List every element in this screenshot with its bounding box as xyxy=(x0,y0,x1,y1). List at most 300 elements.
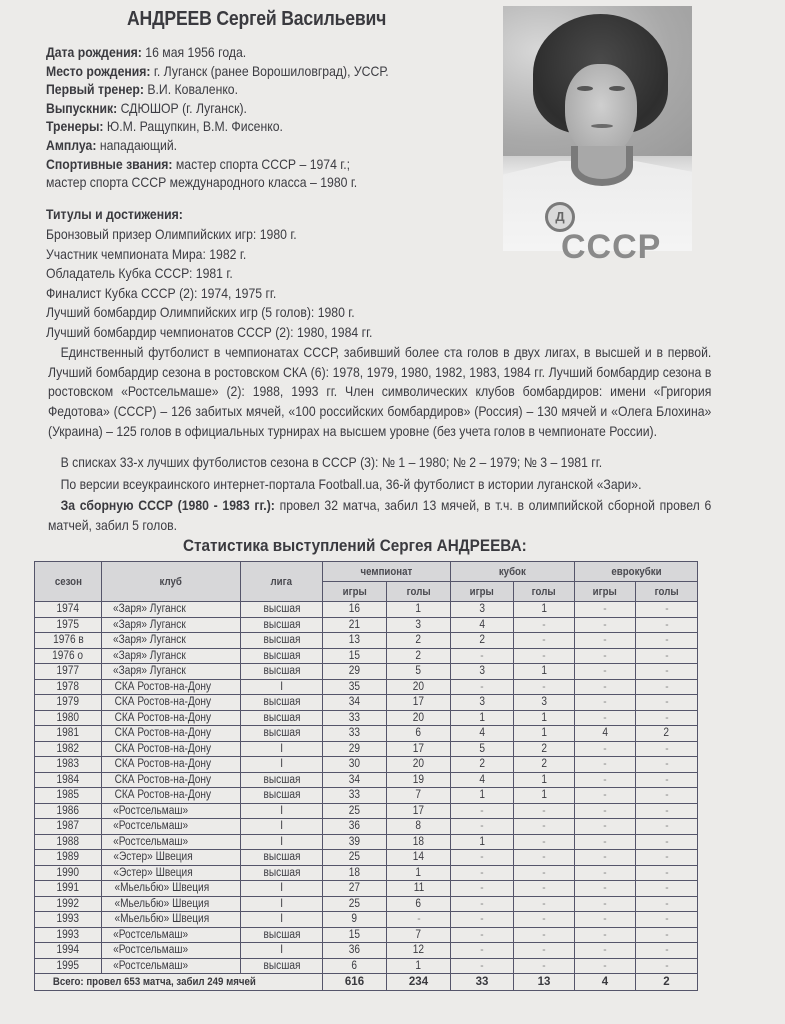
cell-championship-goals: 20 xyxy=(387,710,451,726)
photo-eye-left xyxy=(577,86,593,91)
cell-season: 1991 xyxy=(35,881,102,897)
cell-league: высшая xyxy=(241,772,323,788)
cell-eurocups-goals: - xyxy=(636,757,698,773)
header-championship: чемпионат xyxy=(323,562,451,582)
cell-club: «Ростсельмаш» xyxy=(102,803,241,819)
cell-club: «Заря» Луганск xyxy=(102,664,241,680)
bio-row xyxy=(46,118,460,137)
cell-club: «Ростсельмаш» xyxy=(102,819,241,835)
cell-eurocups-goals: - xyxy=(636,772,698,788)
cell-cup-goals: - xyxy=(514,648,575,664)
cell-league: высшая xyxy=(241,865,323,881)
cell-cup-games: 3 xyxy=(451,695,514,711)
cell-season: 1988 xyxy=(35,834,102,850)
cell-season: 1982 xyxy=(35,741,102,757)
cell-championship-games: 25 xyxy=(323,850,387,866)
bio-row xyxy=(46,63,460,82)
titles-list xyxy=(46,225,409,343)
table-row xyxy=(35,788,698,804)
cell-championship-goals: 11 xyxy=(387,881,451,897)
table-row xyxy=(35,927,698,943)
cell-cup-games: 1 xyxy=(451,710,514,726)
table-row xyxy=(35,865,698,881)
cell-club: СКА Ростов-на-Дону xyxy=(102,772,241,788)
cell-league: I xyxy=(241,912,323,928)
cell-eurocups-goals: - xyxy=(636,633,698,649)
cell-cup-games: - xyxy=(451,881,514,897)
header-championship-games: игры xyxy=(323,582,387,602)
cell-eurocups-games: - xyxy=(575,664,636,680)
bio-value: мастер спорта СССР – 1974 г.; xyxy=(172,156,351,172)
cell-league: высшая xyxy=(241,617,323,633)
table-row xyxy=(35,881,698,897)
header-eurocups-goals: голы xyxy=(636,582,698,602)
cell-championship-goals: - xyxy=(387,912,451,928)
cell-cup-games: 2 xyxy=(451,633,514,649)
bio-label: Спортивные звания: xyxy=(46,156,173,172)
cell-eurocups-games: - xyxy=(575,881,636,897)
total-label: Всего: провел 653 матча, забил 249 мячей xyxy=(35,974,323,991)
cell-championship-games: 29 xyxy=(323,664,387,680)
cell-championship-games: 18 xyxy=(323,865,387,881)
cell-club: СКА Ростов-на-Дону xyxy=(102,726,241,742)
cell-season: 1990 xyxy=(35,865,102,881)
total-championship-games: 616 xyxy=(323,974,387,991)
cell-eurocups-games: - xyxy=(575,741,636,757)
bio-row xyxy=(46,174,460,193)
cell-cup-goals: 1 xyxy=(514,710,575,726)
cell-cup-goals: - xyxy=(514,819,575,835)
cell-season: 1986 xyxy=(35,803,102,819)
cell-eurocups-goals: - xyxy=(636,788,698,804)
cell-championship-games: 33 xyxy=(323,710,387,726)
stats-header-row xyxy=(35,562,698,582)
cell-eurocups-goals: - xyxy=(636,912,698,928)
paragraph-records xyxy=(34,343,712,442)
cell-season: 1981 xyxy=(35,726,102,742)
cell-championship-games: 35 xyxy=(323,679,387,695)
cell-club: «Заря» Луганск xyxy=(102,617,241,633)
cell-eurocups-goals: - xyxy=(636,865,698,881)
cell-eurocups-goals: - xyxy=(636,602,698,618)
table-row xyxy=(35,633,698,649)
cell-eurocups-games: 4 xyxy=(575,726,636,742)
cell-championship-goals: 20 xyxy=(387,679,451,695)
bio-value: В.И. Коваленко. xyxy=(143,82,239,98)
cell-eurocups-goals: - xyxy=(636,648,698,664)
table-row xyxy=(35,943,698,959)
cell-eurocups-games: - xyxy=(575,710,636,726)
cell-championship-goals: 17 xyxy=(387,741,451,757)
cell-league: I xyxy=(241,896,323,912)
national-team-label: За сборную СССР (1980 - 1983 гг.): xyxy=(60,498,275,513)
cell-club: СКА Ростов-на-Дону xyxy=(102,695,241,711)
cell-club: «Ростсельмаш» xyxy=(102,834,241,850)
cell-championship-games: 36 xyxy=(323,819,387,835)
bio-label: Место рождения: xyxy=(46,63,151,79)
cell-eurocups-games: - xyxy=(575,865,636,881)
stats-total-row xyxy=(35,974,698,991)
bio-value: нападающий. xyxy=(96,137,178,153)
paragraph-national-team xyxy=(34,496,712,535)
cell-cup-goals: - xyxy=(514,958,575,974)
cell-championship-games: 21 xyxy=(323,617,387,633)
cell-cup-goals: - xyxy=(514,943,575,959)
cell-league: высшая xyxy=(241,958,323,974)
header-championship-goals: голы xyxy=(387,582,451,602)
cell-eurocups-games: - xyxy=(575,648,636,664)
cell-championship-games: 9 xyxy=(323,912,387,928)
cell-club: СКА Ростов-на-Дону xyxy=(102,741,241,757)
cell-championship-goals: 17 xyxy=(387,695,451,711)
cell-eurocups-goals: - xyxy=(636,881,698,897)
cell-season: 1980 xyxy=(35,710,102,726)
cell-season: 1983 xyxy=(35,757,102,773)
table-row xyxy=(35,958,698,974)
table-row xyxy=(35,710,698,726)
bio-row xyxy=(46,81,460,100)
bio-row xyxy=(46,156,460,175)
cell-cup-goals: 3 xyxy=(514,695,575,711)
cell-eurocups-goals: - xyxy=(636,927,698,943)
cell-cup-goals: 1 xyxy=(514,602,575,618)
cell-cup-goals: - xyxy=(514,803,575,819)
bio-row xyxy=(46,44,460,63)
bio-label: Первый тренер: xyxy=(46,82,144,98)
cell-league: высшая xyxy=(241,850,323,866)
cell-cup-games: - xyxy=(451,819,514,835)
cell-club: СКА Ростов-на-Дону xyxy=(102,710,241,726)
cell-championship-games: 36 xyxy=(323,943,387,959)
cell-cup-goals: - xyxy=(514,896,575,912)
cell-eurocups-games: - xyxy=(575,943,636,959)
cell-championship-goals: 1 xyxy=(387,958,451,974)
table-row xyxy=(35,648,698,664)
cell-league: I xyxy=(241,819,323,835)
table-row xyxy=(35,850,698,866)
cell-championship-goals: 12 xyxy=(387,943,451,959)
cell-season: 1993 xyxy=(35,927,102,943)
header-cup: кубок xyxy=(451,562,575,582)
table-row xyxy=(35,819,698,835)
cell-cup-games: 5 xyxy=(451,741,514,757)
cell-club: «Ростсельмаш» xyxy=(102,958,241,974)
cell-cup-goals: - xyxy=(514,881,575,897)
cell-championship-goals: 18 xyxy=(387,834,451,850)
table-row xyxy=(35,726,698,742)
cell-season: 1985 xyxy=(35,788,102,804)
paragraph-football-ua-text: По версии всеукраинского интернет-портала Football.ua, 36-й футболист в истории луганской «Зари». xyxy=(60,477,642,492)
table-row xyxy=(35,664,698,680)
cell-season: 1992 xyxy=(35,896,102,912)
table-row xyxy=(35,695,698,711)
cell-championship-goals: 7 xyxy=(387,927,451,943)
bio-value: Ю.М. Ращупкин, В.М. Фисенко. xyxy=(103,119,283,135)
cell-cup-goals: - xyxy=(514,927,575,943)
cell-cup-games: - xyxy=(451,927,514,943)
cell-league: высшая xyxy=(241,664,323,680)
table-row xyxy=(35,896,698,912)
cell-season: 1978 xyxy=(35,679,102,695)
cell-eurocups-games: - xyxy=(575,617,636,633)
cell-eurocups-goals: - xyxy=(636,834,698,850)
paragraph-best33-text: В списках 33-х лучших футболистов сезона в СССР (3): № 1 – 1980; № 2 – 1979; № 3 – 1981 гг. xyxy=(60,455,603,470)
bio-value: СДЮШОР (г. Луганск). xyxy=(117,100,247,116)
cell-league: I xyxy=(241,834,323,850)
cell-championship-goals: 1 xyxy=(387,602,451,618)
stats-title: Статистика выступлений Сергея АНДРЕЕВА: xyxy=(183,536,527,555)
cell-championship-goals: 8 xyxy=(387,819,451,835)
stats-body xyxy=(35,602,698,974)
cell-cup-games: - xyxy=(451,803,514,819)
cell-eurocups-games: - xyxy=(575,772,636,788)
total-championship-goals: 234 xyxy=(387,974,451,991)
cell-club: «Ростсельмаш» xyxy=(102,943,241,959)
cell-club: «Эстер» Швеция xyxy=(102,850,241,866)
table-row xyxy=(35,912,698,928)
cell-league: высшая xyxy=(241,710,323,726)
cell-eurocups-goals: - xyxy=(636,679,698,695)
cell-cup-games: - xyxy=(451,943,514,959)
total-cup-games: 33 xyxy=(451,974,514,991)
cell-cup-goals: - xyxy=(514,865,575,881)
cell-championship-games: 30 xyxy=(323,757,387,773)
cell-championship-goals: 6 xyxy=(387,726,451,742)
cell-league: высшая xyxy=(241,927,323,943)
cell-championship-games: 15 xyxy=(323,927,387,943)
bio-value: г. Луганск (ранее Ворошиловград), УССР. xyxy=(150,63,389,79)
cell-league: I xyxy=(241,741,323,757)
cell-cup-goals: - xyxy=(514,912,575,928)
cell-eurocups-games: - xyxy=(575,803,636,819)
cell-eurocups-games: - xyxy=(575,896,636,912)
table-row xyxy=(35,617,698,633)
cell-season: 1989 xyxy=(35,850,102,866)
cell-league: высшая xyxy=(241,788,323,804)
cell-championship-games: 25 xyxy=(323,896,387,912)
cell-cup-goals: 2 xyxy=(514,741,575,757)
bio-row xyxy=(46,137,460,156)
cell-championship-goals: 19 xyxy=(387,772,451,788)
header-eurocups: еврокубки xyxy=(575,562,698,582)
cell-cup-games: 1 xyxy=(451,788,514,804)
cell-championship-games: 27 xyxy=(323,881,387,897)
cell-cup-games: - xyxy=(451,865,514,881)
cell-eurocups-games: - xyxy=(575,819,636,835)
cell-eurocups-goals: - xyxy=(636,664,698,680)
cell-club: «Мьельбю» Швеция xyxy=(102,881,241,897)
bio-label: Выпускник: xyxy=(46,100,118,116)
cell-season: 1987 xyxy=(35,819,102,835)
cell-championship-goals: 1 xyxy=(387,865,451,881)
photo-collar xyxy=(571,146,633,186)
cell-cup-games: - xyxy=(451,958,514,974)
page-title: АНДРЕЕВ Сергей Васильевич xyxy=(127,8,387,30)
cell-cup-games: - xyxy=(451,850,514,866)
title-item: Лучший бомбардир чемпионатов СССР (2): 1980, 1984 гг. xyxy=(46,324,373,340)
cell-championship-games: 33 xyxy=(323,788,387,804)
cell-cup-games: 3 xyxy=(451,664,514,680)
paragraph-football-ua xyxy=(34,475,698,495)
cell-championship-games: 6 xyxy=(323,958,387,974)
title-item: Лучший бомбардир Олимпийских игр (5 голов): 1980 г. xyxy=(46,305,355,321)
cell-season: 1974 xyxy=(35,602,102,618)
cell-cup-goals: - xyxy=(514,850,575,866)
cell-club: «Заря» Луганск xyxy=(102,602,241,618)
title-item: Финалист Кубка СССР (2): 1974, 1975 гг. xyxy=(46,285,277,301)
cell-eurocups-games: - xyxy=(575,958,636,974)
cell-eurocups-games: - xyxy=(575,679,636,695)
cell-championship-games: 33 xyxy=(323,726,387,742)
cell-club: СКА Ростов-на-Дону xyxy=(102,788,241,804)
table-row xyxy=(35,757,698,773)
table-row xyxy=(35,741,698,757)
cell-eurocups-games: - xyxy=(575,912,636,928)
cell-cup-goals: - xyxy=(514,617,575,633)
cell-season: 1995 xyxy=(35,958,102,974)
cell-club: «Заря» Луганск xyxy=(102,633,241,649)
cell-championship-goals: 2 xyxy=(387,648,451,664)
cell-club: СКА Ростов-на-Дону xyxy=(102,679,241,695)
cell-club: СКА Ростов-на-Дону xyxy=(102,757,241,773)
header-season: сезон xyxy=(35,562,102,602)
cell-season: 1976 о xyxy=(35,648,102,664)
stats-table xyxy=(34,561,698,991)
cell-eurocups-games: - xyxy=(575,788,636,804)
cell-eurocups-goals: - xyxy=(636,710,698,726)
jersey-lettering: СССР xyxy=(561,228,662,266)
table-row xyxy=(35,772,698,788)
header-league: лига xyxy=(241,562,323,602)
cell-league: I xyxy=(241,679,323,695)
cell-league: высшая xyxy=(241,648,323,664)
cell-league: высшая xyxy=(241,633,323,649)
cell-season: 1979 xyxy=(35,695,102,711)
total-eurocups-goals: 2 xyxy=(636,974,698,991)
bio-label: Амплуа: xyxy=(46,137,97,153)
titles-heading: Титулы и достижения: xyxy=(46,207,183,222)
table-row xyxy=(35,834,698,850)
cell-eurocups-games: - xyxy=(575,695,636,711)
cell-eurocups-goals: - xyxy=(636,943,698,959)
cell-season: 1994 xyxy=(35,943,102,959)
title-item: Участник чемпионата Мира: 1982 г. xyxy=(46,246,247,262)
cell-club: «Мьельбю» Швеция xyxy=(102,896,241,912)
bio-row xyxy=(46,100,460,119)
photo-eye-right xyxy=(609,86,625,91)
cell-championship-games: 39 xyxy=(323,834,387,850)
cell-league: I xyxy=(241,757,323,773)
cell-cup-goals: 2 xyxy=(514,757,575,773)
cell-championship-games: 34 xyxy=(323,772,387,788)
cell-eurocups-games: - xyxy=(575,927,636,943)
cell-championship-games: 16 xyxy=(323,602,387,618)
cell-eurocups-games: - xyxy=(575,850,636,866)
cell-eurocups-goals: - xyxy=(636,695,698,711)
table-row xyxy=(35,679,698,695)
cell-club: «Ростсельмаш» xyxy=(102,927,241,943)
national-team-text: провел 32 матча, забил 13 мячей, в т.ч. в олимпийской сборной провел 6 матчей, забил 5 голов. xyxy=(48,498,712,533)
cell-cup-games: 1 xyxy=(451,834,514,850)
cell-championship-games: 29 xyxy=(323,741,387,757)
cell-season: 1993 xyxy=(35,912,102,928)
cell-season: 1975 xyxy=(35,617,102,633)
cell-eurocups-goals: - xyxy=(636,741,698,757)
cell-cup-goals: 1 xyxy=(514,772,575,788)
cell-championship-goals: 7 xyxy=(387,788,451,804)
cell-championship-goals: 2 xyxy=(387,633,451,649)
title-item: Обладатель Кубка СССР: 1981 г. xyxy=(46,266,233,282)
cell-cup-games: 4 xyxy=(451,617,514,633)
table-row xyxy=(35,602,698,618)
paragraph-records-text: Единственный футболист в чемпионатах СССР, забивший более ста голов в двух лигах, в высшей и в первой. Лучший бомбардир сезона в ростовском СКА (6): 1978, 1979, 1980, 1982, 1983, 1984 гг. Лучший бомбардир сезона в ростовском «Ростсельмаше» (2): 1988, 1993 гг. Член символических клубов бомбардиров: имени «Григория Федотова» (СССР) – 126 забитых мячей, «100 российских бомбардиров» (Россия) – 130 мячей и «Олега Блохина» (Украина) – 125 голов в официальных турнирах на высшем уровне (без учета голов в чемпионате России). xyxy=(48,345,712,439)
bio-info xyxy=(46,44,506,193)
header-club: клуб xyxy=(102,562,241,602)
cell-eurocups-games: - xyxy=(575,633,636,649)
cell-eurocups-goals: - xyxy=(636,803,698,819)
table-row xyxy=(35,803,698,819)
dynamo-badge-icon: Д xyxy=(545,202,575,232)
header-eurocups-games: игры xyxy=(575,582,636,602)
cell-cup-games: - xyxy=(451,679,514,695)
cell-championship-goals: 5 xyxy=(387,664,451,680)
cell-club: «Мьельбю» Швеция xyxy=(102,912,241,928)
total-eurocups-games: 4 xyxy=(575,974,636,991)
cell-championship-games: 15 xyxy=(323,648,387,664)
cell-eurocups-goals: - xyxy=(636,896,698,912)
photo-mouth xyxy=(591,124,613,128)
cell-championship-goals: 20 xyxy=(387,757,451,773)
cell-club: «Эстер» Швеция xyxy=(102,865,241,881)
cell-eurocups-games: - xyxy=(575,757,636,773)
title-item: Бронзовый призер Олимпийских игр: 1980 г. xyxy=(46,227,297,242)
header-cup-games: игры xyxy=(451,582,514,602)
cell-cup-goals: 1 xyxy=(514,788,575,804)
cell-cup-goals: - xyxy=(514,834,575,850)
cell-league: высшая xyxy=(241,602,323,618)
bio-label: Тренеры: xyxy=(46,119,104,135)
cell-club: «Заря» Луганск xyxy=(102,648,241,664)
cell-championship-games: 34 xyxy=(323,695,387,711)
cell-cup-games: 3 xyxy=(451,602,514,618)
cell-championship-games: 13 xyxy=(323,633,387,649)
bio-label: Дата рождения: xyxy=(46,45,142,60)
photo-face xyxy=(565,64,637,156)
cell-championship-goals: 3 xyxy=(387,617,451,633)
player-photo xyxy=(503,6,692,266)
cell-eurocups-goals: - xyxy=(636,958,698,974)
cell-cup-goals: 1 xyxy=(514,726,575,742)
cell-cup-games: 4 xyxy=(451,772,514,788)
cell-championship-goals: 14 xyxy=(387,850,451,866)
cell-league: высшая xyxy=(241,695,323,711)
cell-season: 1984 xyxy=(35,772,102,788)
cell-cup-games: 4 xyxy=(451,726,514,742)
cell-cup-games: - xyxy=(451,648,514,664)
cell-league: I xyxy=(241,803,323,819)
header-cup-goals: голы xyxy=(514,582,575,602)
cell-season: 1976 в xyxy=(35,633,102,649)
cell-eurocups-games: - xyxy=(575,834,636,850)
cell-league: I xyxy=(241,943,323,959)
cell-season: 1977 xyxy=(35,664,102,680)
cell-cup-games: - xyxy=(451,896,514,912)
cell-league: высшая xyxy=(241,726,323,742)
bio-value: 16 мая 1956 года. xyxy=(141,45,247,60)
cell-cup-goals: - xyxy=(514,633,575,649)
cell-eurocups-goals: - xyxy=(636,819,698,835)
cell-cup-goals: - xyxy=(514,679,575,695)
